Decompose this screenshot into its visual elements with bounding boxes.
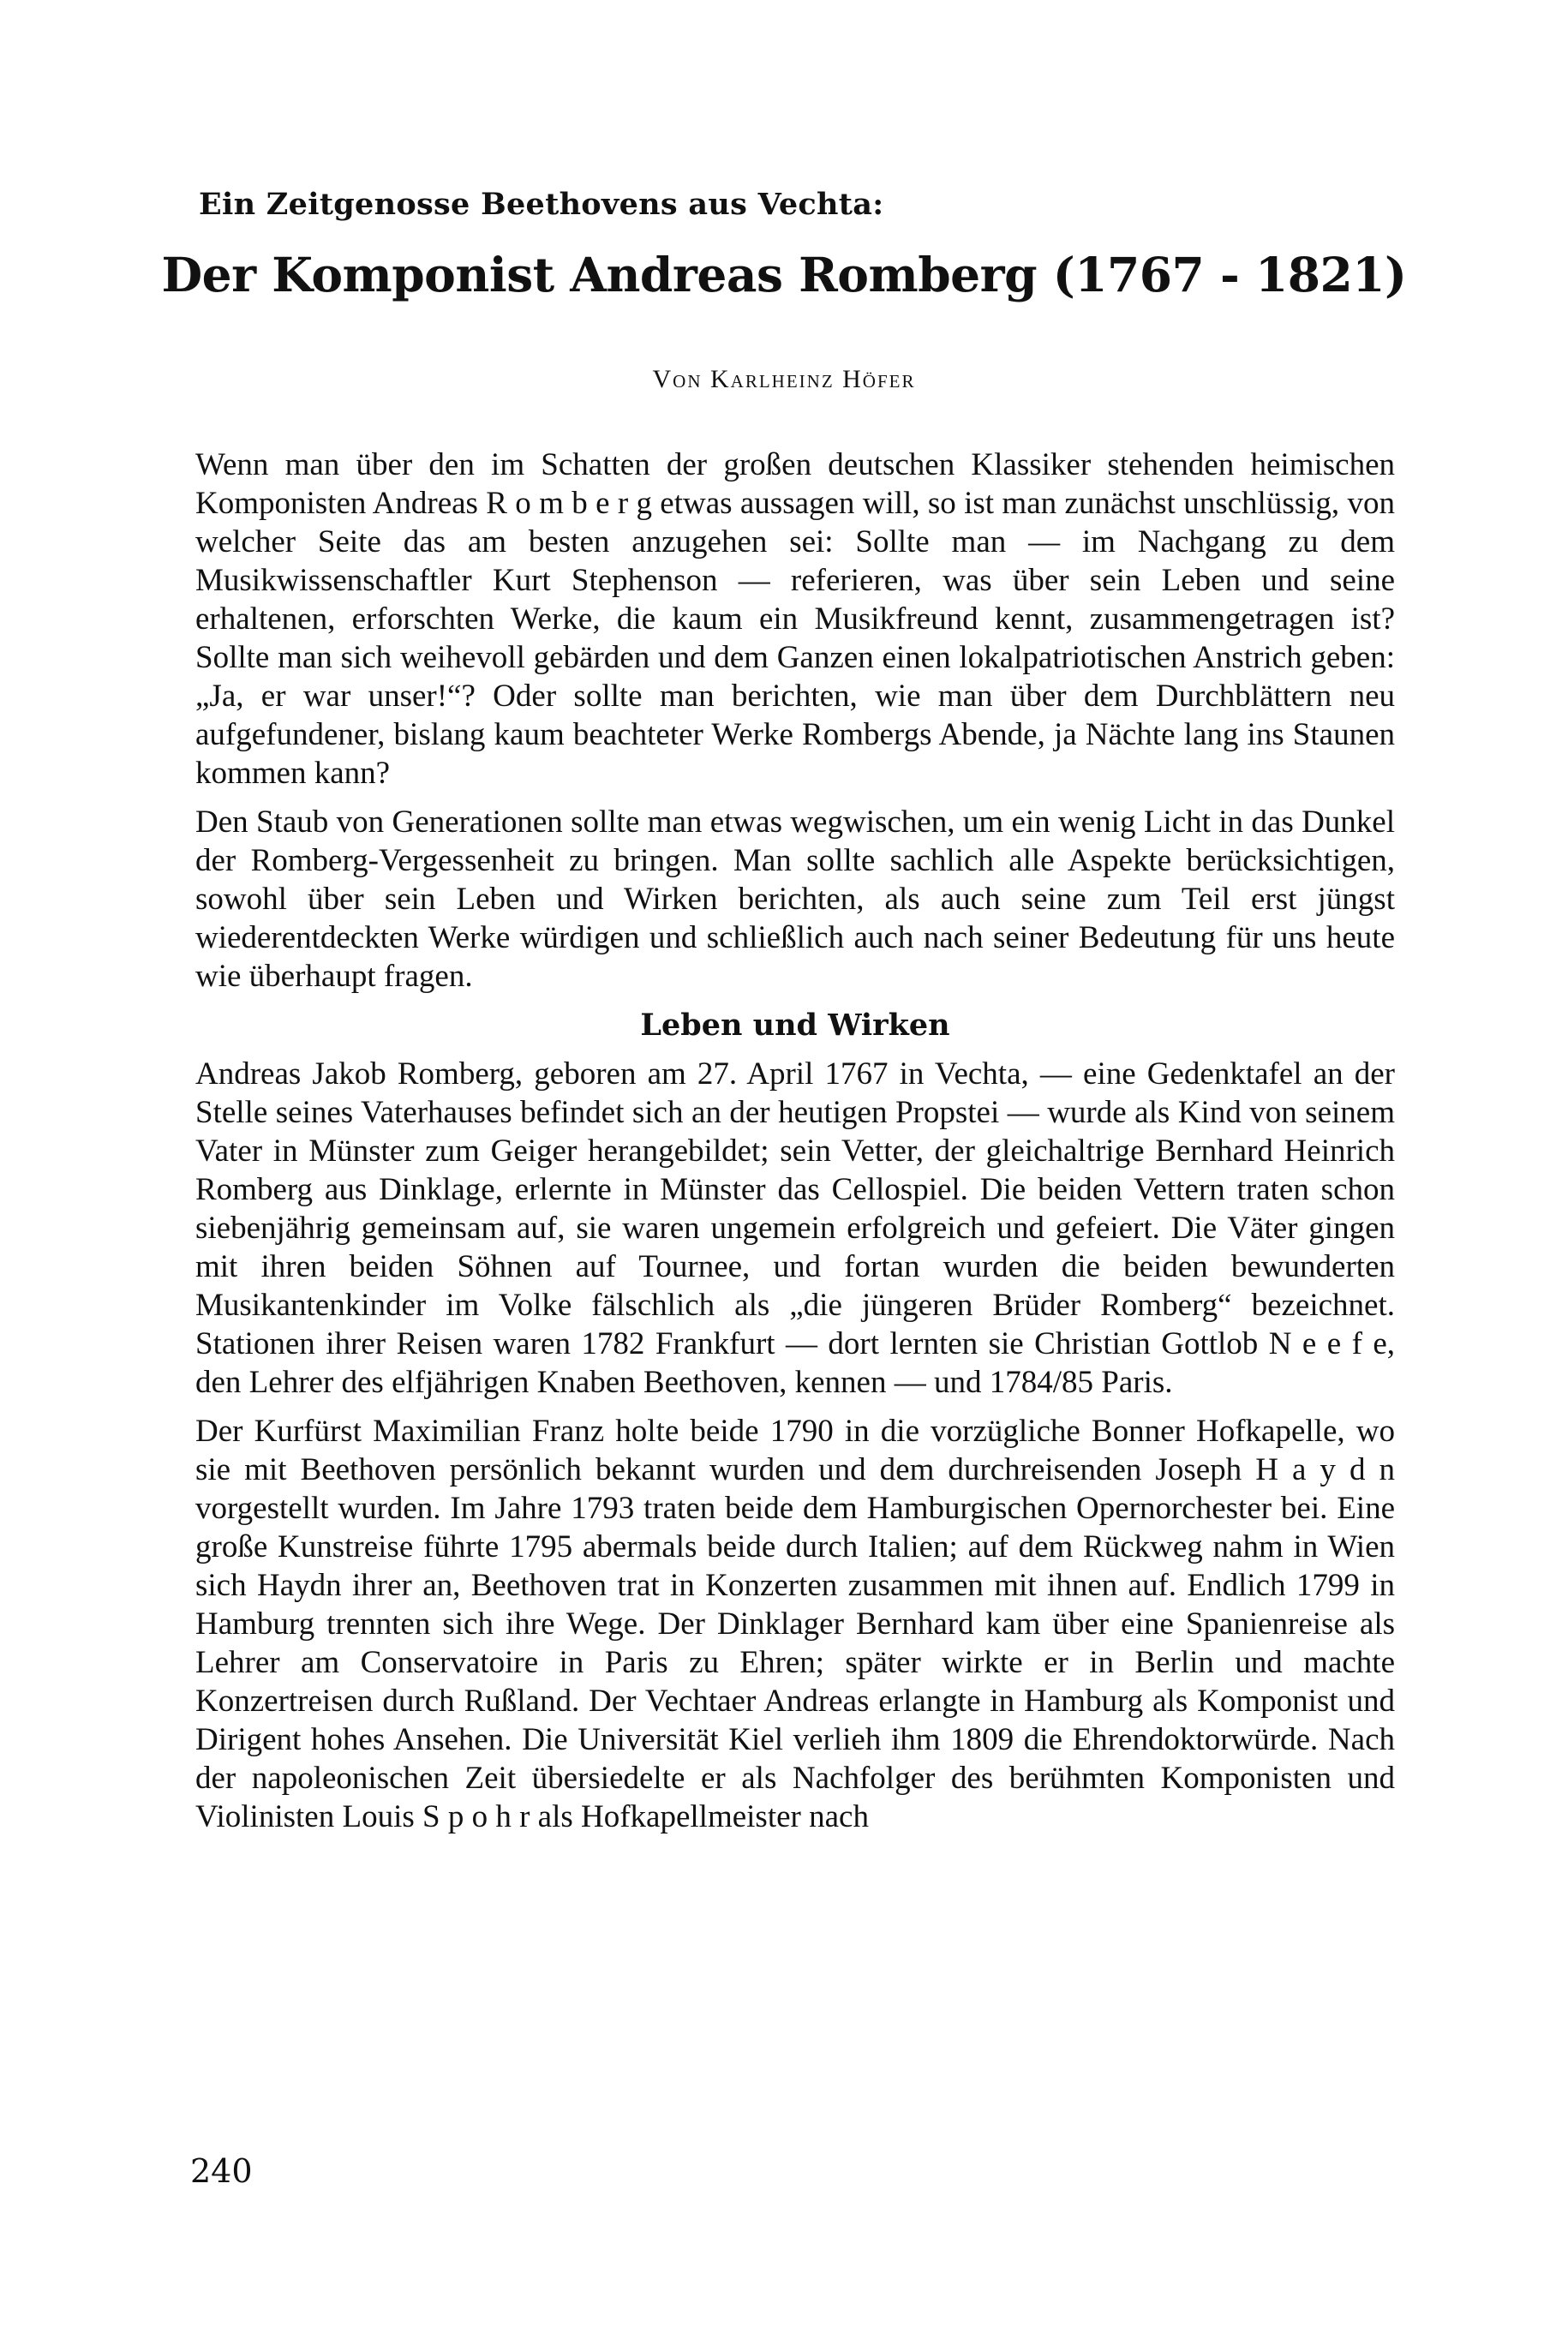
section-paragraph-2: Der Kurfürst Maximilian Franz holte beide 1790 in die vorzügliche Bonner Hofkapelle, wo sie mit Beethoven persönlich bekannt wurden und dem durchreisenden Joseph H a y d n vorgestellt wurden. Im Jahre 1793 traten beide dem Hamburgischen Opernorchester bei. Eine große Kunstreise führte 1795 abermals beide durch Italien; auf dem Rückweg nahm in Wien sich Haydn ihrer an, Beethoven trat in Konzerten zusammen mit ihnen auf. Endlich 1799 in Hamburg trennten sich ihre Wege. Der Dinklager Bernhard kam über eine Spanienreise als Lehrer am Conservatoire in Paris zu Ehren; später wirkte er in Berlin und machte Konzertreisen durch Rußland. Der Vechtaer Andreas erlangte in Hamburg als Komponist und Dirigent hohes Ansehen. Die Universität Kiel verlieh ihm 1809 die Ehrendoktorwürde. Nach der napoleonischen Zeit übersiedelte er als Nachfolger des berühmten Komponisten und Violinisten Louis S p o h r als Hofkapellmeister nach	[195, 1414, 1395, 1834]
article-author: Von Karlheinz Höfer	[652, 365, 916, 393]
article-kicker: Ein Zeitgenosse Beethovens aus Vechta:	[199, 187, 884, 222]
section-heading: Leben und Wirken	[640, 1008, 950, 1043]
section-paragraph-1: Andreas Jakob Romberg, geboren am 27. April 1767 in Vechta, — eine Gedenktafel an der Stelle seines Vaterhauses befindet sich an der heutigen Propstei — wurde als Kind von seinem Vater in Münster zum Geiger herangebildet; sein Vetter, der gleichaltrige Bernhard Heinrich Romberg aus Dinklage, erlernte in Münster das Cellospiel. Die beiden Vettern traten schon siebenjährig gemeinsam auf, sie waren ungemein erfolgreich und gefeiert. Die Väter gingen mit ihren beiden Söhnen auf Tournee, und fortan wurden die beiden bewunderten Musikantenkinder im Volke fälschlich als „die jüngeren Brüder Romberg“ bezeichnet. Stationen ihrer Reisen waren 1782 Frankfurt — dort lernten sie Christian Gottlob N e e f e, den Lehrer des elfjährigen Knaben Beethoven, kennen — und 1784/85 Paris.	[195, 1056, 1395, 1400]
intro-paragraph-1: Wenn man über den im Schatten der großen deutschen Klassiker stehenden heimischen Komponisten Andreas R o m b e r g etwas aussagen will, so ist man zunächst unschlüssig, von welcher Seite das am besten anzugehen sei: Sollte man — im Nachgang zu dem Musikwissenschaftler Kurt Stephenson — referieren, was über sein Leben und seine erhaltenen, erforschten Werke, die kaum ein Musikfreund kennt, zusammengetragen ist? Sollte man sich weihevoll gebärden und dem Ganzen einen lokalpatriotischen Anstrich geben: „Ja, er war unser!“? Oder sollte man berichten, wie man über dem Durchblättern neu aufgefundener, bislang kaum beachteter Werke Rombergs Abende, ja Nächte lang ins Staunen kommen kann?	[195, 447, 1395, 791]
page-number: 240	[190, 2152, 253, 2190]
intro-paragraph-2: Den Staub von Generationen sollte man etwas wegwischen, um ein wenig Licht in das Dunkel der Romberg-Vergessenheit zu bringen. Man sollte sachlich alle Aspekte berücksichtigen, sowohl über sein Leben und Wirken berichten, als auch seine zum Teil erst jüngst wiederentdeckten Werke würdigen und schließlich auch nach seiner Bedeutung für uns heute wie überhaupt fragen.	[195, 805, 1395, 994]
article-body	[195, 446, 1395, 1846]
article-title: Der Komponist Andreas Romberg (1767 - 1821)	[161, 247, 1407, 302]
